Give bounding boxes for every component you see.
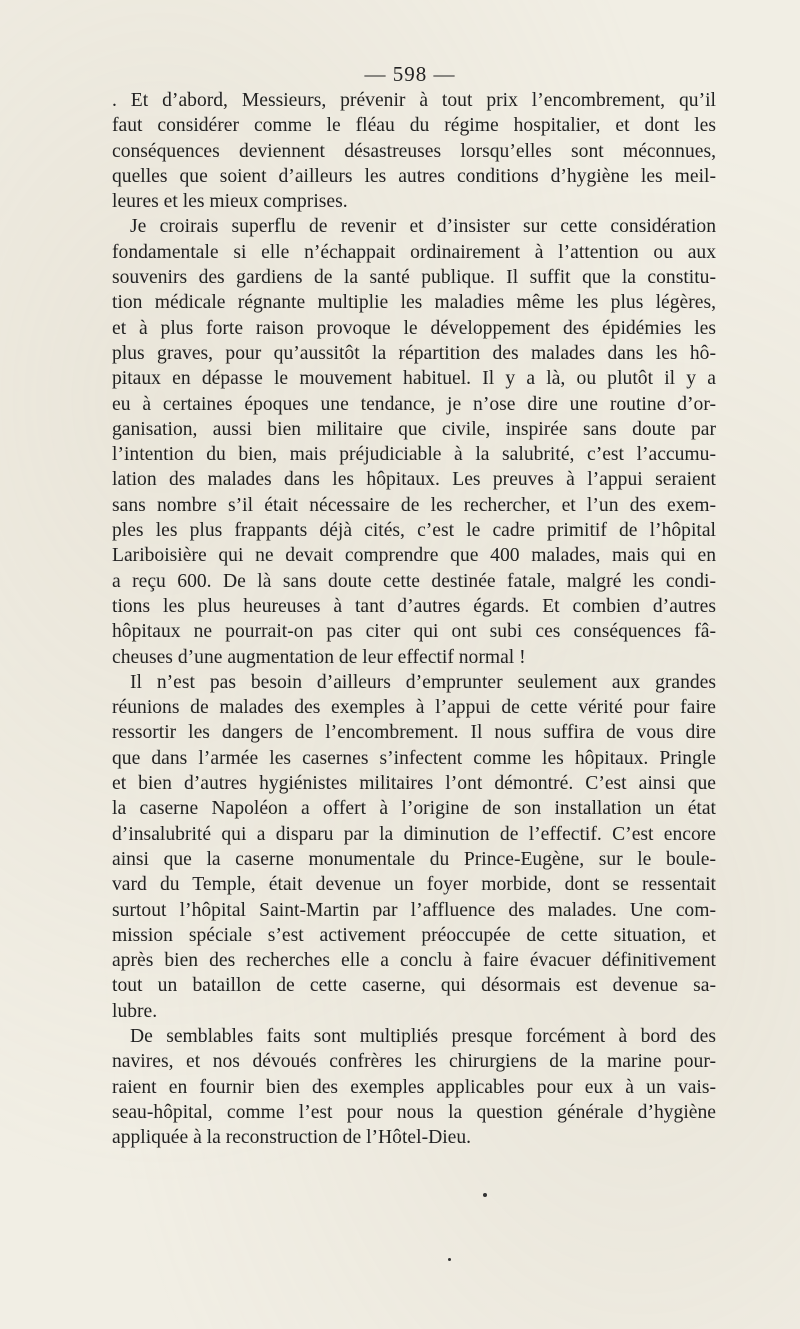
text-line: appliquée à la reconstruction de l’Hôtel-Dieu. bbox=[112, 1127, 472, 1149]
body-text bbox=[112, 88, 716, 1150]
text-line: lubre. bbox=[112, 1000, 158, 1022]
text-line: après bien des recherches elle a conclu à faire évacuer définitivement bbox=[112, 950, 716, 972]
text-line: fondamentale si elle n’échappait ordinairement à l’attention ou aux bbox=[112, 241, 716, 263]
text-line: réunions de malades des exemples à l’appui de cette vérité pour faire bbox=[112, 697, 716, 719]
text-line: tion médicale régnante multiplie les maladies même les plus légères, bbox=[112, 292, 716, 314]
text-line: mission spéciale s’est activement préoccupée de cette situation, et bbox=[112, 924, 716, 946]
text-line: ganisation, aussi bien militaire que civile, inspirée sans doute par bbox=[112, 418, 716, 440]
text-line: ples les plus frappants déjà cités, c’est le cadre primitif de l’hôpital bbox=[112, 520, 716, 542]
text-line: navires, et nos dévoués confrères les chirurgiens de la marine pour- bbox=[112, 1051, 716, 1073]
text-line: cheuses d’une augmentation de leur effectif normal ! bbox=[112, 646, 526, 668]
text-line: plus graves, pour qu’aussitôt la répartition des malades dans les hô- bbox=[112, 342, 716, 364]
text-line: et bien d’autres hygiénistes militaires l’ont démontré. C’est ainsi que bbox=[112, 773, 716, 795]
ink-speck bbox=[448, 1258, 451, 1261]
text-line: hôpitaux ne pourrait-on pas citer qui ont subi ces conséquences fâ- bbox=[112, 621, 716, 643]
text-line: sans nombre s’il était nécessaire de les rechercher, et l’un des exem- bbox=[112, 494, 716, 516]
text-line: ressortir les dangers de l’encombrement. Il nous suffira de vous dire bbox=[112, 722, 716, 744]
text-line: raient en fournir bien des exemples applicables pour eux à un vais- bbox=[112, 1076, 716, 1098]
text-line: tout un bataillon de cette caserne, qui désormais est devenue sa- bbox=[112, 975, 716, 997]
text-line: . Et d’abord, Messieurs, prévenir à tout prix l’encombrement, qu’il bbox=[112, 90, 716, 111]
text-line: pitaux en dépasse le mouvement habituel. Il y a là, ou plutôt il y a bbox=[112, 368, 716, 390]
text-line: eu à certaines époques une tendance, je n’ose dire une routine d’or- bbox=[112, 393, 716, 415]
text-line: d’insalubrité qui a disparu par la diminution de l’effectif. C’est encore bbox=[112, 823, 716, 845]
text-line: Il n’est pas besoin d’ailleurs d’emprunter seulement aux grandes bbox=[130, 671, 716, 693]
text-line: leures et les mieux comprises. bbox=[112, 191, 348, 213]
text-line: faut considérer comme le fléau du régime hospitalier, et dont les bbox=[112, 115, 716, 137]
text-line: souvenirs des gardiens de la santé publique. Il suffit que la constitu- bbox=[112, 267, 716, 289]
text-line: la caserne Napoléon a offert à l’origine de son installation un état bbox=[112, 798, 716, 820]
text-line: conséquences deviennent désastreuses lorsqu’elles sont méconnues, bbox=[112, 140, 716, 162]
ink-speck bbox=[483, 1193, 487, 1197]
text-line: a reçu 600. De là sans doute cette destinée fatale, malgré les condi- bbox=[112, 570, 716, 592]
text-line: que dans l’armée les casernes s’infectent comme les hôpitaux. Pringle bbox=[112, 747, 716, 769]
text-line: ainsi que la caserne monumentale du Prince-Eugène, sur le boule- bbox=[112, 848, 716, 870]
text-line: et à plus forte raison provoque le développement des épidémies les bbox=[112, 317, 716, 339]
text-line: lation des malades dans les hôpitaux. Les preuves à l’appui seraient bbox=[112, 469, 716, 491]
text-line: tions les plus heureuses à tant d’autres égards. Et combien d’autres bbox=[112, 595, 716, 617]
text-line: Lariboisière qui ne devait comprendre que 400 malades, mais qui en bbox=[112, 545, 716, 567]
text-line: l’intention du bien, mais préjudiciable à la salubrité, c’est l’accumu- bbox=[112, 444, 716, 466]
text-line: surtout l’hôpital Saint-Martin par l’affluence des malades. Une com- bbox=[112, 899, 716, 921]
text-line: seau-hôpital, comme l’est pour nous la question générale d’hygiène bbox=[112, 1101, 716, 1123]
text-line: quelles que soient d’ailleurs les autres conditions d’hygiène les meil- bbox=[112, 165, 716, 187]
page-number: — 598 — bbox=[364, 62, 456, 86]
text-line: vard du Temple, était devenue un foyer morbide, dont se ressentait bbox=[112, 874, 716, 896]
text-line: Je croirais superflu de revenir et d’insister sur cette considération bbox=[130, 216, 716, 238]
text-line: De semblables faits sont multipliés presque forcément à bord des bbox=[130, 1025, 716, 1047]
